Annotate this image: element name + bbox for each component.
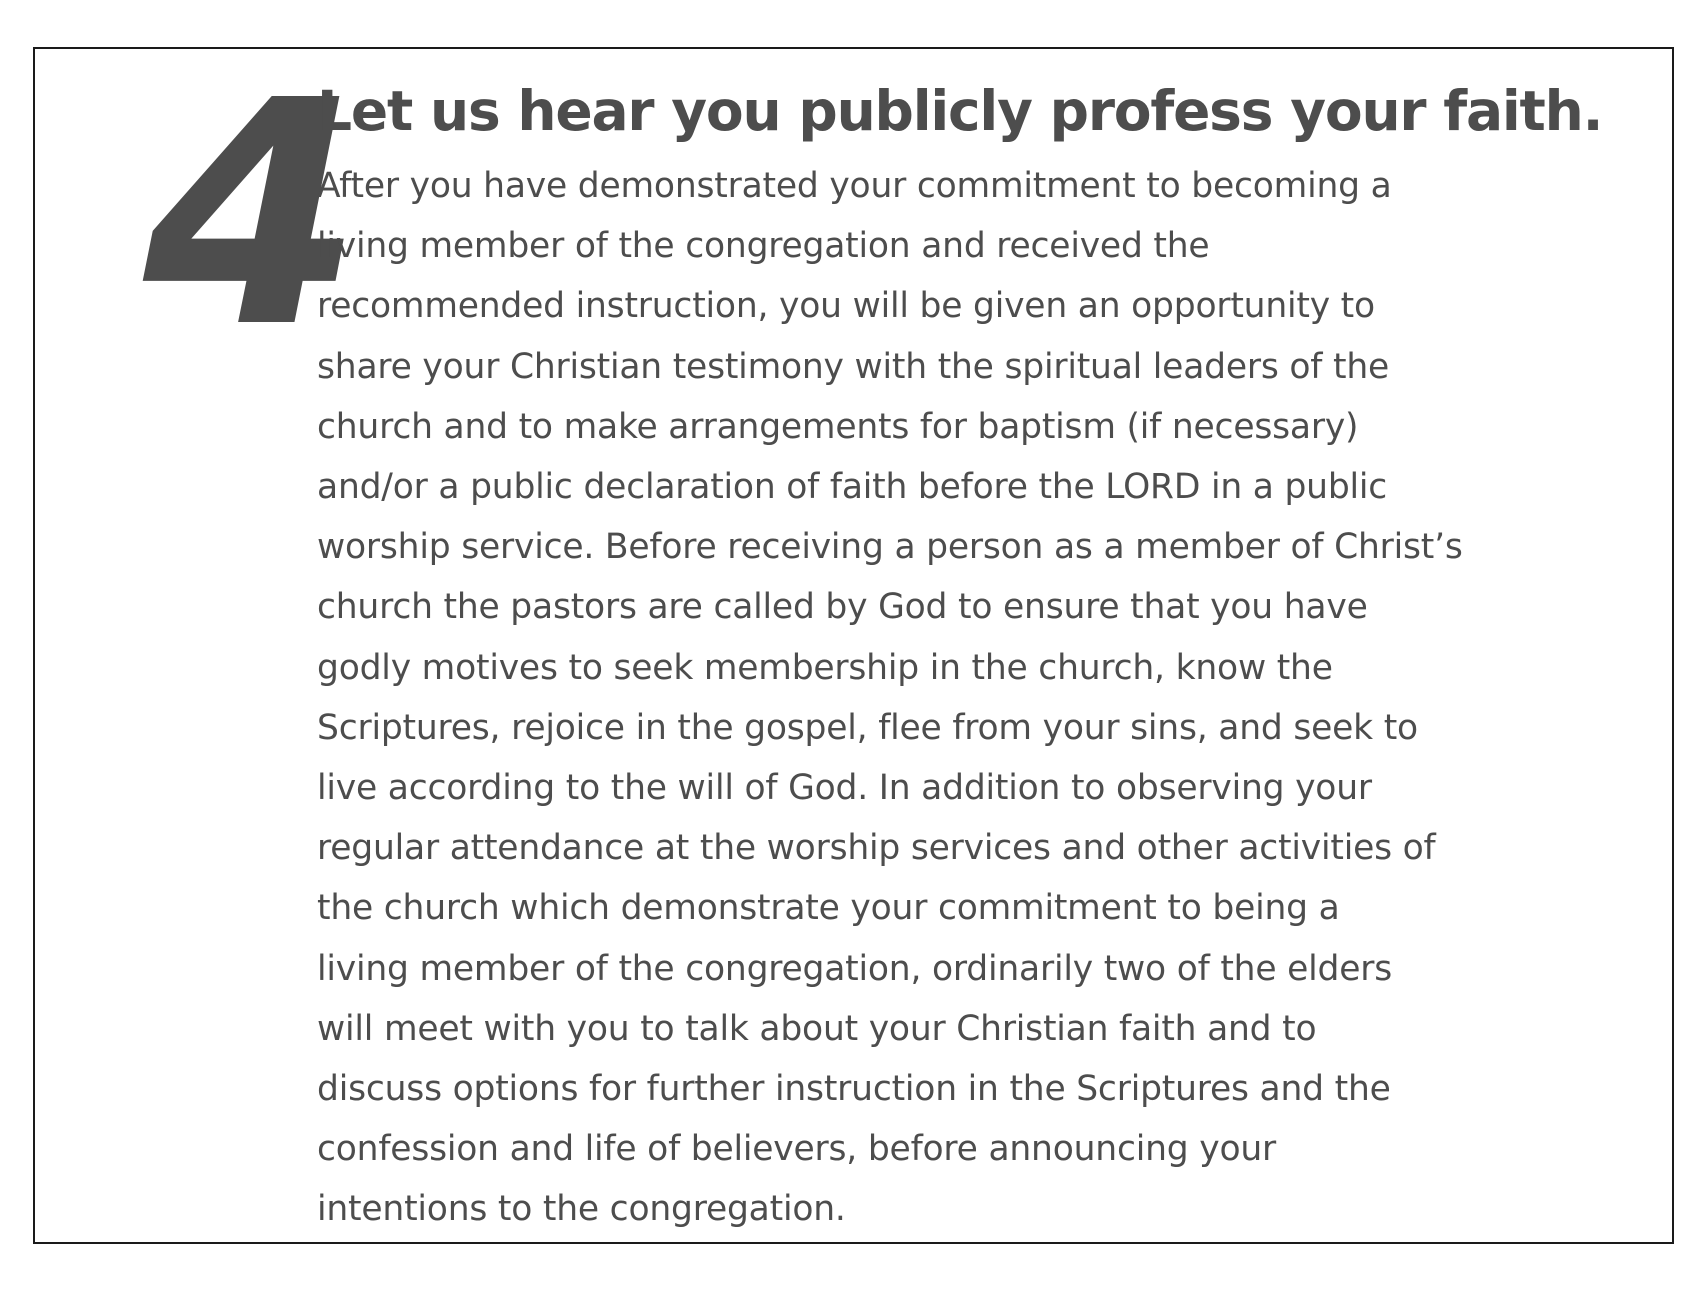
step-number: 4	[143, 35, 357, 396]
body-line: the church which demonstrate your commitment to being a	[317, 888, 1340, 929]
body-line: After you have demonstrated your commitment to becoming a	[317, 166, 1392, 206]
section-heading: Let us hear you publicly profess your faith.	[317, 79, 1603, 143]
body-line: live according to the will of God. In addition to observing your	[317, 768, 1372, 809]
body-line: living member of the congregation and received the	[317, 226, 1210, 267]
body-line: godly motives to seek membership in the church, know the	[317, 647, 1333, 688]
content-frame	[33, 35, 1674, 1244]
body-line: intentions to the congregation.	[317, 1189, 846, 1230]
body-line: living member of the congregation, ordinarily two of the elders	[317, 948, 1393, 989]
body-line: church the pastors are called by God to ensure that you have	[317, 587, 1368, 628]
section-body	[317, 156, 1657, 1240]
body-line: will meet with you to talk about your Christian faith and to	[317, 1008, 1317, 1049]
body-line: recommended instruction, you will be given an opportunity to	[317, 286, 1375, 327]
body-line: confession and life of believers, before announcing your	[317, 1129, 1277, 1170]
body-line: and/or a public declaration of faith before the LORD in a public	[317, 467, 1388, 508]
body-line: regular attendance at the worship services and other activities of	[317, 828, 1436, 869]
body-line: share your Christian testimony with the spiritual leaders of the	[317, 346, 1390, 387]
body-line: church and to make arrangements for baptism (if necessary)	[317, 406, 1359, 447]
body-line: discuss options for further instruction in the Scriptures and the	[317, 1069, 1391, 1110]
body-line: worship service. Before receiving a person as a member of Christ’s	[317, 527, 1463, 568]
body-line: Scriptures, rejoice in the gospel, flee from your sins, and seek to	[317, 707, 1418, 748]
